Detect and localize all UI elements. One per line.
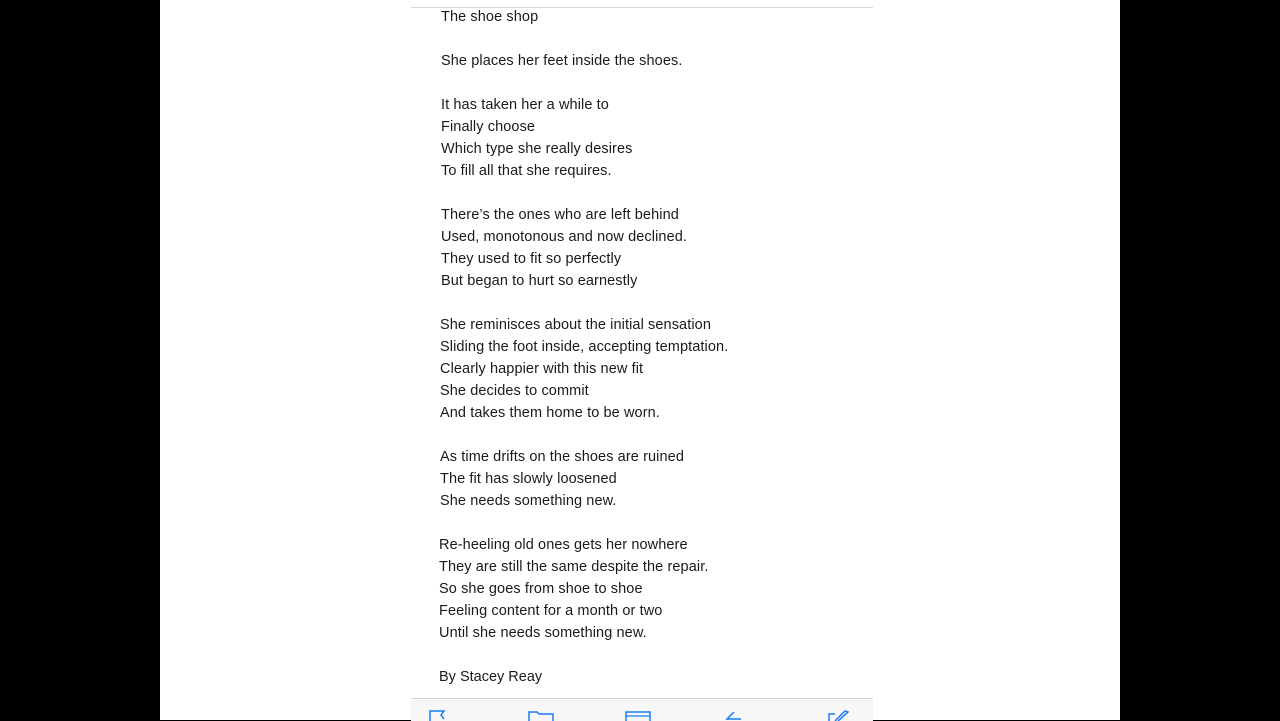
poem-line: Finally choose xyxy=(441,119,536,135)
poem-title-block xyxy=(441,6,861,28)
poem-stanza xyxy=(441,204,861,292)
poem-line: It has taken her a while to xyxy=(441,97,609,113)
poem-line: She needs something new. xyxy=(440,493,617,509)
poem-line: As time drifts on the shoes are ruined xyxy=(440,449,684,465)
poem-stanza xyxy=(441,50,861,72)
poem-line: Re-heeling old ones gets her nowhere xyxy=(439,537,688,553)
poem-line: They used to fit so perfectly xyxy=(441,251,622,267)
poem-line: There’s the ones who are left behind xyxy=(441,207,679,223)
poem-stanza xyxy=(441,94,861,182)
poem-byline: By Stacey Reay xyxy=(439,669,543,685)
poem-line: Sliding the foot inside, accepting temptation. xyxy=(440,339,729,355)
folder-icon xyxy=(528,709,554,721)
poem-line: Until she needs something new. xyxy=(439,625,647,641)
poem-title: The shoe shop xyxy=(441,9,539,25)
poem-line: Feeling content for a month or two xyxy=(439,603,663,619)
poem-stanza xyxy=(440,446,861,512)
poem-line: So she goes from shoe to shoe xyxy=(439,581,643,597)
poem-line: Used, monotonous and now declined. xyxy=(441,229,688,245)
reply-icon xyxy=(721,709,747,721)
poem-line: She decides to commit xyxy=(440,383,589,399)
message-body xyxy=(441,6,861,666)
poem-line: Which type she really desires xyxy=(441,141,633,157)
poem-line: She places her feet inside the shoes. xyxy=(441,53,683,69)
poem-line: They are still the same despite the repair. xyxy=(439,559,709,575)
poem-stanza xyxy=(440,314,861,424)
reply-button[interactable] xyxy=(721,709,747,721)
poem-stanza xyxy=(439,534,861,644)
poem-line: But began to hurt so earnestly xyxy=(441,273,638,289)
poem-line: Clearly happier with this new fit xyxy=(440,361,644,377)
move-to-folder-button[interactable] xyxy=(528,709,554,721)
compose-icon xyxy=(825,709,851,721)
poem-line: And takes them home to be worn. xyxy=(440,405,660,421)
flag-button[interactable] xyxy=(427,709,453,721)
poem-line: To fill all that she requires. xyxy=(441,163,612,179)
mail-toolbar xyxy=(411,698,873,721)
poem-line: The fit has slowly loosened xyxy=(440,471,617,487)
flag-icon xyxy=(427,709,453,721)
archive-icon xyxy=(625,709,651,721)
archive-button[interactable] xyxy=(625,709,651,721)
compose-button[interactable] xyxy=(825,709,851,721)
poem-line: She reminisces about the initial sensation xyxy=(440,317,711,333)
